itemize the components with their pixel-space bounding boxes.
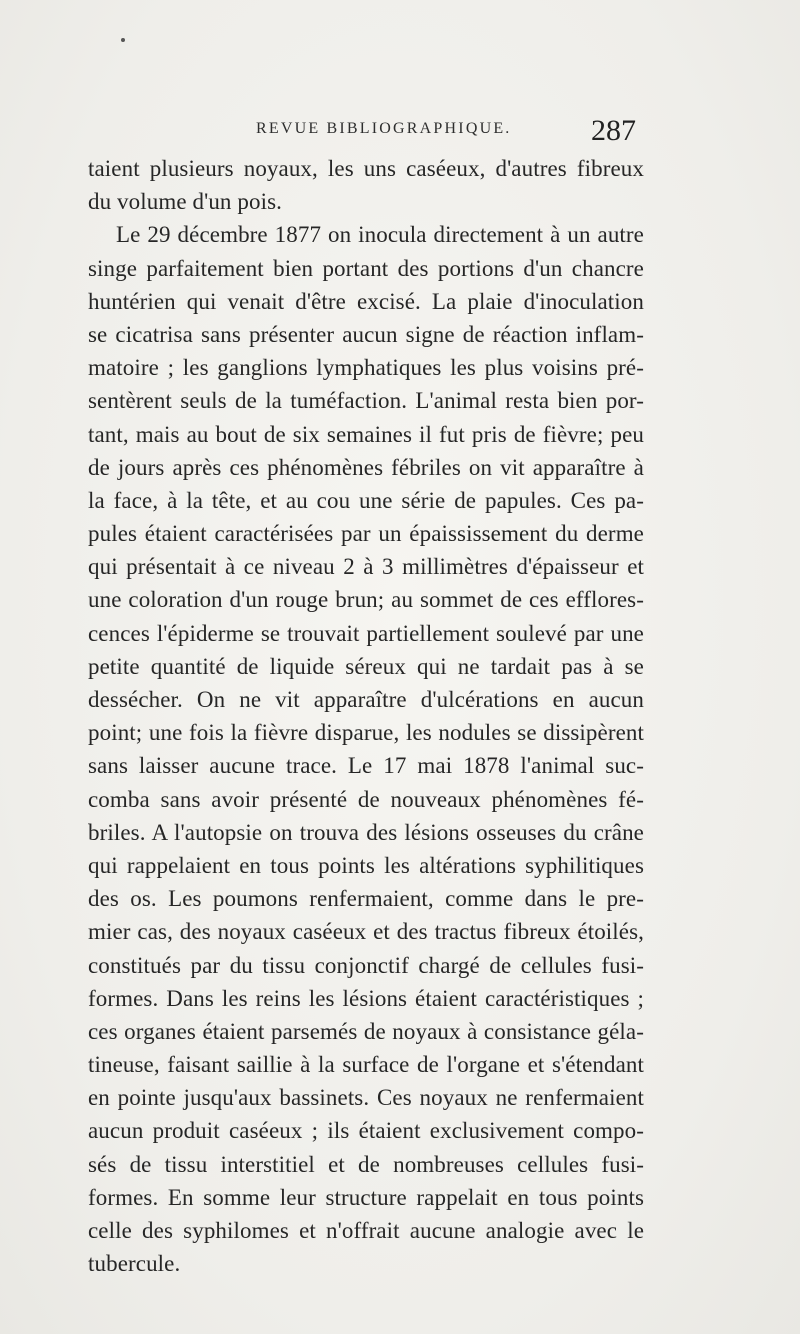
text-line: sés de tissu interstitiel et de nombreuses cellules fusi-: [88, 1151, 644, 1177]
text-line: dessécher. On ne vit apparaître d'ulcérations en aucun: [88, 687, 644, 712]
text-line: huntérien qui venait d'être excisé. La plaie d'inoculation: [88, 288, 644, 314]
text-line: des os. Les poumons renfermaient, comme dans le pre-: [88, 886, 644, 912]
text-line: briles. A l'autopsie on trouva des lésions osseuses du crâne: [88, 819, 644, 845]
text-line: pules étaient caractérisées par un épaississement du derme: [88, 521, 644, 547]
text-line: du volume d'un pois.: [88, 189, 282, 215]
text-line: comba sans avoir présenté de nouveaux phénomènes fé-: [88, 786, 644, 812]
body-text: [88, 152, 644, 1280]
text-line: mier cas, des noyaux caséeux et des tractus fibreux étoilés,: [88, 919, 644, 945]
running-title: REVUE BIBLIOGRAPHIQUE.: [256, 120, 512, 137]
text-line: formes. Dans les reins les lésions étaient caractéristiques ;: [88, 985, 644, 1011]
text-line: en pointe jusqu'aux bassinets. Ces noyaux ne renfermaient: [88, 1085, 644, 1111]
text-line: tineuse, faisant saillie à la surface de l'organe et s'étendant: [88, 1052, 644, 1078]
text-line: matoire ; les ganglions lymphatiques les plus voisins pré-: [88, 355, 644, 381]
text-line: se cicatrisa sans présenter aucun signe de réaction inflam-: [88, 321, 644, 347]
text-line: qui rappelaient en tous points les altérations syphilitiques: [88, 852, 644, 878]
text-line: petite quantité de liquide séreux qui ne tardait pas à se: [88, 653, 644, 679]
text-line: Le 29 décembre 1877 on inocula directement à un autre: [116, 222, 644, 248]
running-head: [0, 116, 800, 146]
text-line: tant, mais au bout de six semaines il fut pris de fièvre; peu: [88, 421, 644, 447]
page-number: 287: [591, 114, 636, 147]
ink-speck: [121, 38, 125, 42]
text-line: taient plusieurs noyaux, les uns caséeux, d'autres fibreux: [88, 156, 644, 181]
text-line: sentèrent seuls de la tuméfaction. L'animal resta bien por-: [88, 388, 644, 414]
text-line: singe parfaitement bien portant des portions d'un chancre: [88, 255, 644, 281]
text-line: constitués par du tissu conjonctif chargé de cellules fusi-: [88, 952, 644, 978]
text-line: de jours après ces phénomènes fébriles on vit apparaître à: [88, 454, 644, 480]
text-line: point; une fois la fièvre disparue, les nodules se dissipèrent: [88, 720, 644, 746]
text-line: ces organes étaient parsemés de noyaux à consistance géla-: [88, 1018, 644, 1044]
text-line: tubercule.: [88, 1251, 181, 1277]
text-line: une coloration d'un rouge brun; au sommet de ces efflores-: [88, 587, 644, 613]
text-line: sans laisser aucune trace. Le 17 mai 1878 l'animal suc-: [88, 753, 644, 779]
text-line: aucun produit caséeux ; ils étaient exclusivement compo-: [88, 1118, 644, 1144]
text-line: formes. En somme leur structure rappelait en tous points: [88, 1184, 644, 1210]
text-line: cences l'épiderme se trouvait partiellement soulevé par une: [88, 620, 644, 646]
text-line: celle des syphilomes et n'offrait aucune analogie avec le: [88, 1218, 644, 1243]
text-line: la face, à la tête, et au cou une série de papules. Ces pa-: [88, 487, 644, 513]
text-line: qui présentait à ce niveau 2 à 3 millimètres d'épaisseur et: [88, 554, 644, 580]
